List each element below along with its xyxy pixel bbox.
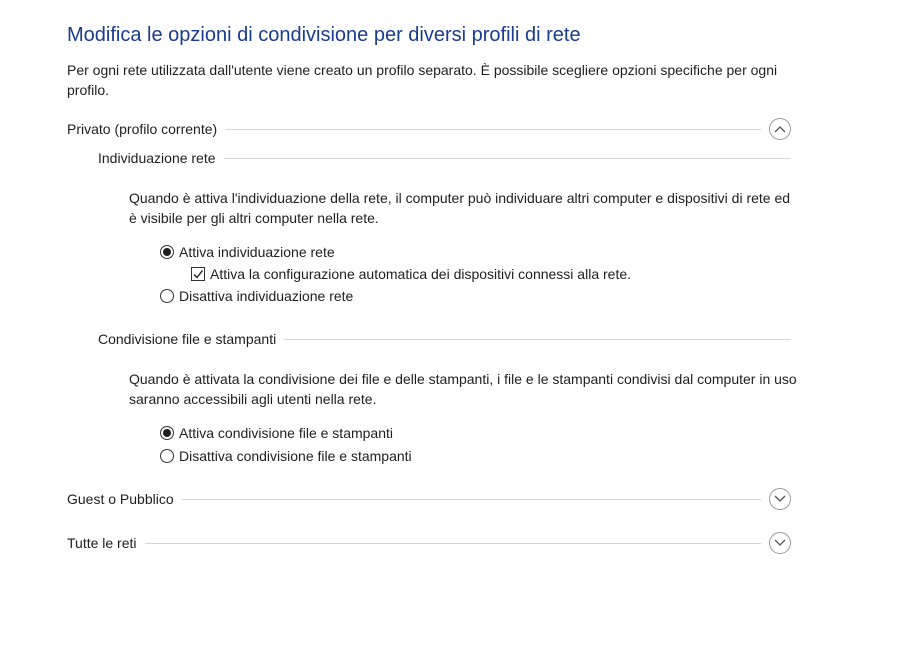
radio-unselected-icon[interactable] [160,449,174,463]
radio-selected-icon[interactable] [160,426,174,440]
chevron-up-icon[interactable] [769,118,791,140]
divider [182,499,761,500]
divider [145,543,761,544]
radio-disable-file-printer-sharing[interactable] [160,446,412,466]
option-label: Attiva individuazione rete [179,244,335,260]
checkbox-auto-setup-devices[interactable] [191,264,631,284]
radio-unselected-icon[interactable] [160,289,174,303]
checkbox-checked-icon[interactable] [191,267,205,281]
option-label: Attiva condivisione file e stampanti [179,425,393,441]
profile-label: Tutte le reti [67,535,137,551]
section-label: Individuazione rete [98,150,216,166]
page-intro: Per ogni rete utilizzata dall'utente viene creato un profilo separato. È possibile scegliere opzioni specifiche per ogni profilo. [67,62,778,98]
section-header-network-discovery [98,145,791,171]
profile-header-all-networks [67,530,791,556]
file-printer-sharing-description: Quando è attivata la condivisione dei file e delle stampanti, i file e le stampanti condivisi dal computer in uso saranno accessibili agli utenti nella rete. [129,371,797,407]
profile-header-private [67,116,791,142]
section-label: Condivisione file e stampanti [98,331,277,347]
network-discovery-description: Quando è attiva l'individuazione della rete, il computer può individuare altri computer e dispositivi di rete ed è visibile per gli altri computer nella rete. [129,190,791,226]
profile-label: Guest o Pubblico [67,491,174,507]
radio-enable-file-printer-sharing[interactable] [160,423,393,443]
option-label: Attiva la configurazione automatica dei dispositivi connessi alla rete. [210,266,632,282]
divider [224,158,791,159]
option-label: Disattiva individuazione rete [179,288,354,304]
divider [225,129,761,130]
profile-label: Privato (profilo corrente) [67,121,218,137]
option-label: Disattiva condivisione file e stampanti [179,448,412,464]
radio-disable-network-discovery[interactable] [160,286,353,306]
divider [284,339,791,340]
radio-enable-network-discovery[interactable] [160,242,335,262]
section-header-file-printer-sharing [98,326,791,352]
page-title: Modifica le opzioni di condivisione per diversi profili di rete [67,24,581,46]
chevron-down-icon[interactable] [769,532,791,554]
profile-header-guest-public [67,486,791,512]
chevron-down-icon[interactable] [769,488,791,510]
radio-selected-icon[interactable] [160,245,174,259]
